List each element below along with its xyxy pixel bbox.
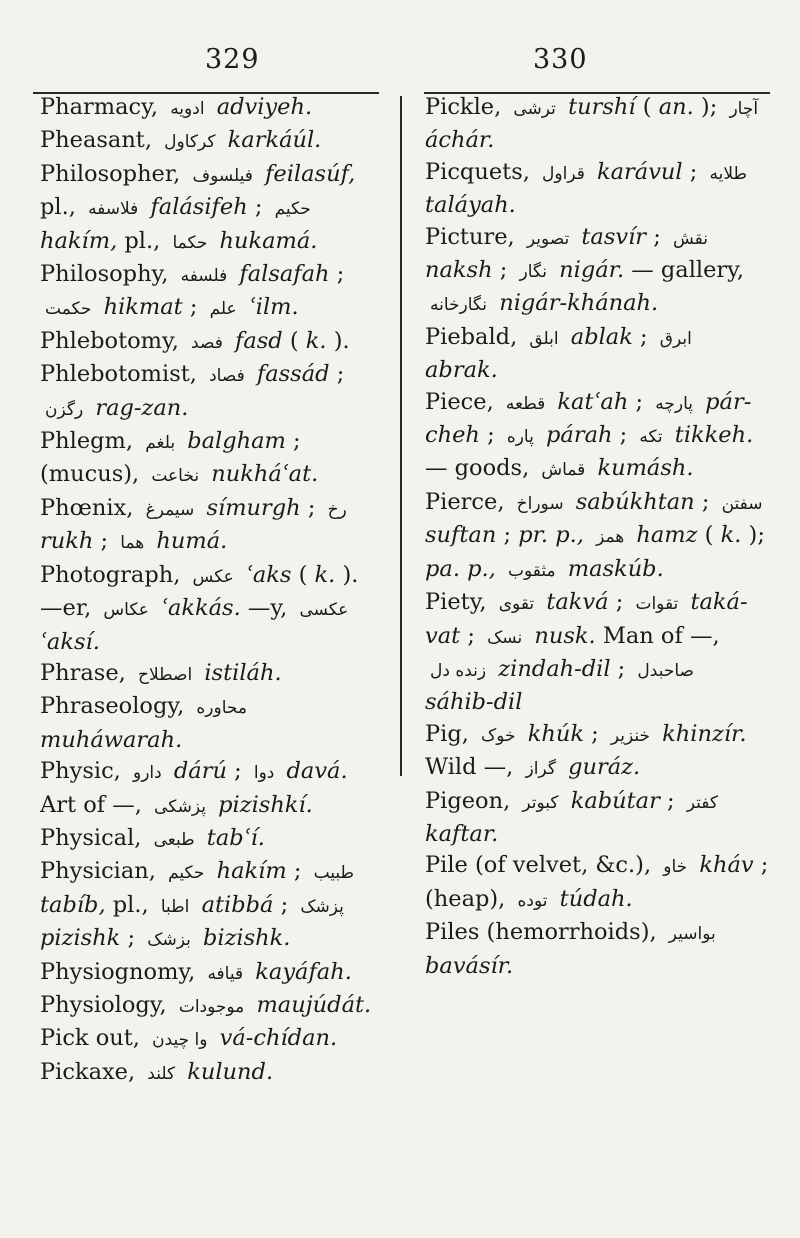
gloss-text: ; bbox=[487, 422, 495, 449]
transliteration: k. bbox=[314, 561, 343, 588]
persian-script: فلسفه bbox=[180, 266, 228, 287]
persian-script: بواسیر bbox=[668, 924, 716, 945]
persian-script: حکما bbox=[172, 232, 208, 253]
transliteration: áchár. bbox=[425, 127, 495, 154]
gloss-text: ; bbox=[280, 891, 289, 918]
persian-script: رخ bbox=[327, 499, 347, 520]
gloss-text: ( bbox=[642, 94, 652, 120]
transliteration: hukamá. bbox=[219, 227, 318, 254]
transliteration: khinzír. bbox=[662, 720, 747, 747]
dictionary-entry bbox=[40, 990, 380, 1023]
transliteration: pa. p., bbox=[425, 555, 503, 582]
headword: Physiology, bbox=[40, 991, 174, 1018]
persian-script: پزشک bbox=[300, 896, 344, 917]
headword: Phœnix, bbox=[40, 494, 141, 521]
gloss-text: ( bbox=[704, 522, 714, 549]
transliteration: atibbá bbox=[201, 891, 281, 918]
dictionary-entry bbox=[425, 322, 773, 387]
gloss-text: — goods, bbox=[425, 455, 530, 482]
gloss-text: Art of —, bbox=[40, 791, 142, 818]
transliteration: kayáfah. bbox=[255, 958, 352, 985]
headword: Phlebotomy, bbox=[40, 327, 187, 354]
transliteration: ʿaks bbox=[245, 561, 299, 588]
transliteration: hikmat bbox=[103, 294, 190, 321]
persian-script: بزشک bbox=[147, 930, 191, 951]
transliteration: kaftar. bbox=[425, 820, 499, 847]
transliteration: ablak bbox=[570, 323, 641, 350]
transliteration: sabúkhtan bbox=[575, 488, 702, 515]
gloss-text: ; bbox=[100, 528, 109, 555]
gloss-text: ; bbox=[701, 488, 710, 515]
transliteration: dárú bbox=[173, 758, 235, 785]
gloss-text: ; bbox=[635, 388, 644, 415]
transliteration: rag-zan. bbox=[95, 394, 189, 421]
transliteration: pizishkí. bbox=[218, 791, 313, 818]
transliteration: katʿah bbox=[557, 388, 636, 415]
headword: Phrase, bbox=[40, 659, 133, 686]
transliteration: feilasúf, bbox=[265, 160, 356, 187]
transliteration: kabútar bbox=[570, 787, 667, 814]
transliteration: tabʿí. bbox=[206, 824, 265, 851]
transliteration: an. bbox=[658, 94, 701, 120]
gloss-text: ; bbox=[689, 158, 698, 185]
gloss-text: ; bbox=[467, 622, 475, 649]
gloss-text: ; bbox=[127, 925, 136, 952]
headword: Piety, bbox=[425, 589, 494, 616]
persian-script: ابلق bbox=[529, 328, 559, 349]
transliteration: maskúb. bbox=[567, 555, 664, 582]
headword: Pickaxe, bbox=[40, 1058, 143, 1085]
dictionary-entry bbox=[425, 487, 773, 587]
dictionary-entry bbox=[425, 387, 773, 487]
dictionary-entry bbox=[40, 823, 380, 856]
gloss-text: ; bbox=[617, 655, 626, 682]
transliteration: fassád bbox=[256, 361, 337, 388]
persian-script: طبعی bbox=[153, 829, 195, 850]
gloss-text: Man of —, bbox=[602, 622, 720, 649]
transliteration: vá-chídan. bbox=[219, 1025, 338, 1052]
transliteration: falsafah bbox=[239, 261, 337, 288]
persian-script: خاو bbox=[663, 857, 688, 878]
headword: Picquets, bbox=[425, 158, 538, 185]
headword: Photograph, bbox=[40, 561, 188, 588]
headword: Piebald, bbox=[425, 323, 525, 350]
persian-script: قماش bbox=[541, 460, 586, 481]
gloss-text: ; bbox=[307, 494, 316, 521]
persian-script: همز bbox=[596, 527, 625, 548]
transliteration: ʿilm. bbox=[248, 294, 299, 321]
headword: Picture, bbox=[425, 223, 522, 250]
persian-script: بلغم bbox=[145, 433, 176, 454]
transliteration: pár-cheh bbox=[425, 388, 752, 449]
headword: Pharmacy, bbox=[40, 94, 166, 120]
gloss-text: ; (mucus), bbox=[40, 428, 301, 488]
transliteration: nigár. bbox=[559, 257, 632, 284]
gloss-text: ( bbox=[298, 561, 308, 588]
persian-script: فصد bbox=[191, 332, 223, 353]
transliteration: kháv bbox=[699, 852, 761, 879]
transliteration: nukháʿat. bbox=[211, 461, 319, 488]
gloss-text: —y, bbox=[247, 595, 288, 622]
gloss-text: pl., bbox=[112, 891, 149, 918]
headword: Piece, bbox=[425, 388, 501, 415]
transliteration: falásifeh bbox=[150, 194, 255, 221]
transliteration: adviyeh. bbox=[216, 94, 313, 120]
persian-script: دوا bbox=[253, 763, 275, 784]
transliteration: humá. bbox=[156, 528, 228, 555]
headword: Pile (of velvet, &c.), bbox=[425, 852, 659, 879]
page-number-right: 330 bbox=[533, 44, 588, 75]
transliteration: tikkeh. bbox=[674, 422, 754, 449]
gloss-text: ; bbox=[234, 758, 242, 785]
transliteration: k. bbox=[720, 522, 749, 549]
transliteration: ʿakkás. bbox=[161, 595, 248, 622]
dictionary-entry bbox=[40, 359, 380, 426]
dictionary-entry bbox=[425, 222, 773, 322]
dictionary-entry bbox=[40, 957, 380, 990]
dictionary-entry bbox=[40, 426, 380, 493]
transliteration: hakím bbox=[216, 858, 294, 885]
gloss-text: ). —er, bbox=[40, 561, 359, 622]
transliteration: símurgh bbox=[206, 494, 308, 521]
gloss-text: pl., bbox=[40, 194, 76, 221]
dictionary-entry bbox=[40, 493, 380, 560]
dictionary-entry bbox=[425, 850, 773, 917]
transliteration: tabíb, bbox=[40, 891, 113, 918]
persian-script: تصویر bbox=[526, 228, 570, 249]
persian-script: قراول bbox=[542, 163, 585, 184]
persian-script: طلایه bbox=[709, 163, 748, 184]
column-divider bbox=[400, 96, 402, 776]
transliteration: hakím, bbox=[40, 227, 125, 254]
gloss-text: ; bbox=[503, 522, 519, 549]
dictionary-entry bbox=[40, 560, 380, 658]
transliteration: suftan bbox=[425, 522, 504, 549]
persian-script: نخاعت bbox=[151, 466, 200, 487]
gloss-text: ( bbox=[289, 327, 299, 354]
gloss-text: ; bbox=[619, 422, 628, 449]
transliteration: nigár-khánah. bbox=[499, 290, 659, 317]
persian-script: نگارخانه bbox=[430, 295, 488, 316]
transliteration: párah bbox=[546, 422, 620, 449]
persian-script: موجودات bbox=[178, 996, 245, 1017]
transliteration: hamz bbox=[636, 522, 705, 549]
dictionary-entry bbox=[40, 1023, 380, 1056]
transliteration: istiláh. bbox=[204, 659, 282, 686]
headword: Philosopher, bbox=[40, 160, 188, 187]
headword: Physiognomy, bbox=[40, 958, 203, 985]
headword: Phlegm, bbox=[40, 428, 141, 455]
gloss-text: ; bbox=[254, 194, 263, 221]
dictionary-entry bbox=[425, 587, 773, 719]
left-column bbox=[40, 92, 380, 1090]
headword: Physic, bbox=[40, 758, 128, 785]
transliteration: taká-vat bbox=[425, 589, 748, 649]
persian-script: عکس bbox=[192, 566, 234, 587]
persian-script: صاحبدل bbox=[637, 660, 694, 681]
persian-script: هما bbox=[120, 533, 145, 554]
transliteration: taláyah. bbox=[425, 192, 516, 219]
dictionary-entry bbox=[40, 1057, 380, 1090]
gloss-text: ); bbox=[700, 94, 718, 120]
persian-script: دارو bbox=[133, 763, 162, 784]
headword: Pickle, bbox=[425, 94, 509, 120]
persian-script: کلند bbox=[147, 1063, 176, 1084]
gloss-text: ; bbox=[293, 858, 302, 885]
gloss-text: ; bbox=[336, 261, 345, 288]
headword: Pig, bbox=[425, 720, 477, 747]
persian-script: تقوی bbox=[498, 594, 535, 615]
persian-script: علم bbox=[209, 299, 237, 320]
persian-script: خوک bbox=[481, 725, 516, 746]
persian-script: اطبا bbox=[160, 896, 190, 917]
persian-script: اصطلاح bbox=[137, 664, 193, 685]
gloss-text: ; bbox=[615, 589, 624, 616]
transliteration: nusk. bbox=[534, 622, 603, 649]
dictionary-entry bbox=[40, 259, 380, 326]
dictionary-entry bbox=[40, 92, 380, 125]
transliteration: zindah-dil bbox=[498, 655, 618, 682]
transliteration: davá. bbox=[286, 758, 348, 785]
persian-script: مثقوب bbox=[507, 560, 556, 581]
persian-script: زنده دل bbox=[430, 660, 487, 681]
transliteration: pizishk bbox=[40, 925, 128, 952]
headword: Pierce, bbox=[425, 488, 512, 515]
transliteration: fasd bbox=[235, 327, 290, 354]
headword: Physician, bbox=[40, 858, 164, 885]
page-number-left: 329 bbox=[205, 44, 260, 75]
headword: Phlebotomist, bbox=[40, 361, 205, 388]
persian-script: فیلسوف bbox=[192, 165, 253, 186]
gloss-text: ; bbox=[667, 787, 675, 814]
gloss-text: ; bbox=[189, 294, 198, 321]
gloss-text: ). bbox=[333, 327, 350, 354]
dictionary-entry bbox=[425, 157, 773, 222]
transliteration: k. bbox=[305, 327, 334, 354]
gloss-text: ; bbox=[653, 223, 661, 250]
persian-script: توده bbox=[517, 890, 548, 911]
transliteration: tasvír bbox=[581, 223, 654, 250]
transliteration: bizishk. bbox=[202, 925, 291, 952]
headword: Piles (hemorrhoids), bbox=[425, 919, 664, 946]
dictionary-entry bbox=[40, 856, 380, 956]
persian-script: طبیب bbox=[313, 863, 355, 884]
persian-script: نگار bbox=[519, 262, 547, 283]
right-column bbox=[425, 92, 773, 982]
dictionary-entry bbox=[425, 719, 773, 786]
headword: Pheasant, bbox=[40, 127, 160, 154]
transliteration: pr. p., bbox=[518, 522, 592, 549]
persian-script: عکاس bbox=[103, 600, 149, 621]
persian-script: رگزن bbox=[45, 399, 84, 420]
persian-script: پزشکی bbox=[154, 796, 206, 817]
transliteration: túdah. bbox=[559, 885, 633, 912]
transliteration: guráz. bbox=[568, 754, 641, 781]
transliteration: sáhib-dil bbox=[425, 689, 523, 716]
persian-script: خنزیر bbox=[610, 725, 651, 746]
gloss-text: — gallery, bbox=[631, 257, 745, 284]
headword: Phraseology, bbox=[40, 693, 192, 720]
persian-script: ادویه bbox=[170, 99, 205, 119]
persian-script: ابرق bbox=[659, 328, 692, 349]
transliteration: karkáúl. bbox=[227, 127, 322, 154]
persian-script: حکیم bbox=[168, 863, 205, 884]
dictionary-entry bbox=[40, 125, 380, 158]
dictionary-entry bbox=[425, 92, 773, 157]
persian-script: سوراخ bbox=[516, 493, 564, 514]
transliteration: ʿaksí. bbox=[40, 628, 100, 655]
transliteration: khúk bbox=[527, 720, 592, 747]
transliteration: rukh bbox=[40, 528, 101, 555]
dictionary-entry bbox=[40, 159, 380, 259]
persian-script: آچار bbox=[729, 99, 759, 119]
transliteration: kumásh. bbox=[597, 455, 694, 482]
gloss-text: ); bbox=[748, 522, 765, 549]
headword: Philosophy, bbox=[40, 261, 176, 288]
persian-script: نقش bbox=[672, 228, 708, 249]
headword: Pigeon, bbox=[425, 787, 518, 814]
persian-script: تقوات bbox=[635, 594, 679, 615]
persian-script: وا چیدن bbox=[152, 1030, 208, 1051]
headword: Pick out, bbox=[40, 1025, 148, 1052]
gloss-text: ; (heap), bbox=[425, 852, 769, 912]
transliteration: abrak. bbox=[425, 357, 498, 384]
persian-script: قیافه bbox=[207, 963, 244, 984]
persian-script: فصاد bbox=[209, 366, 245, 387]
transliteration: karávul bbox=[597, 158, 690, 185]
gloss-text: Wild —, bbox=[425, 754, 514, 781]
dictionary-entry bbox=[425, 786, 773, 851]
transliteration: turshí bbox=[568, 94, 643, 120]
persian-script: ترشی bbox=[513, 99, 556, 119]
persian-script: حکیم bbox=[274, 199, 311, 220]
transliteration: bavásír. bbox=[425, 952, 514, 979]
persian-script: کبوتر bbox=[522, 792, 559, 813]
persian-script: قطعه bbox=[505, 393, 546, 414]
dictionary-entry bbox=[40, 756, 380, 823]
persian-script: تکه bbox=[639, 427, 663, 448]
transliteration: takvá bbox=[546, 589, 616, 616]
persian-script: گراز bbox=[525, 759, 556, 780]
persian-script: حکمت bbox=[45, 299, 92, 320]
gloss-text: ; bbox=[499, 257, 508, 284]
persian-script: سفتن bbox=[721, 493, 763, 514]
headword: Physical, bbox=[40, 824, 149, 851]
persian-script: عکسی bbox=[299, 600, 349, 621]
persian-script: پاره bbox=[506, 427, 534, 448]
transliteration: naksh bbox=[425, 257, 500, 284]
persian-script: کفتر bbox=[686, 792, 718, 813]
gloss-text: ; bbox=[591, 720, 599, 747]
transliteration: maujúdát. bbox=[256, 991, 372, 1018]
dictionary-entry bbox=[40, 658, 380, 691]
gloss-text: pl., bbox=[124, 227, 161, 254]
transliteration: balgham bbox=[187, 428, 294, 455]
gloss-text: ; bbox=[336, 361, 345, 388]
persian-script: پارچه bbox=[655, 393, 693, 414]
transliteration: muháwarah. bbox=[40, 726, 183, 753]
persian-script: کرکاول bbox=[164, 132, 216, 153]
persian-script: سیمرغ bbox=[145, 499, 195, 520]
dictionary-entry bbox=[425, 917, 773, 982]
persian-script: محاوره bbox=[196, 698, 247, 719]
transliteration: kulund. bbox=[187, 1058, 274, 1085]
persian-script: نسک bbox=[487, 627, 523, 648]
dictionary-entry bbox=[40, 691, 380, 756]
dictionary-entry bbox=[40, 326, 380, 359]
persian-script: فلاسفه bbox=[88, 199, 139, 220]
gloss-text: ; bbox=[640, 323, 648, 350]
